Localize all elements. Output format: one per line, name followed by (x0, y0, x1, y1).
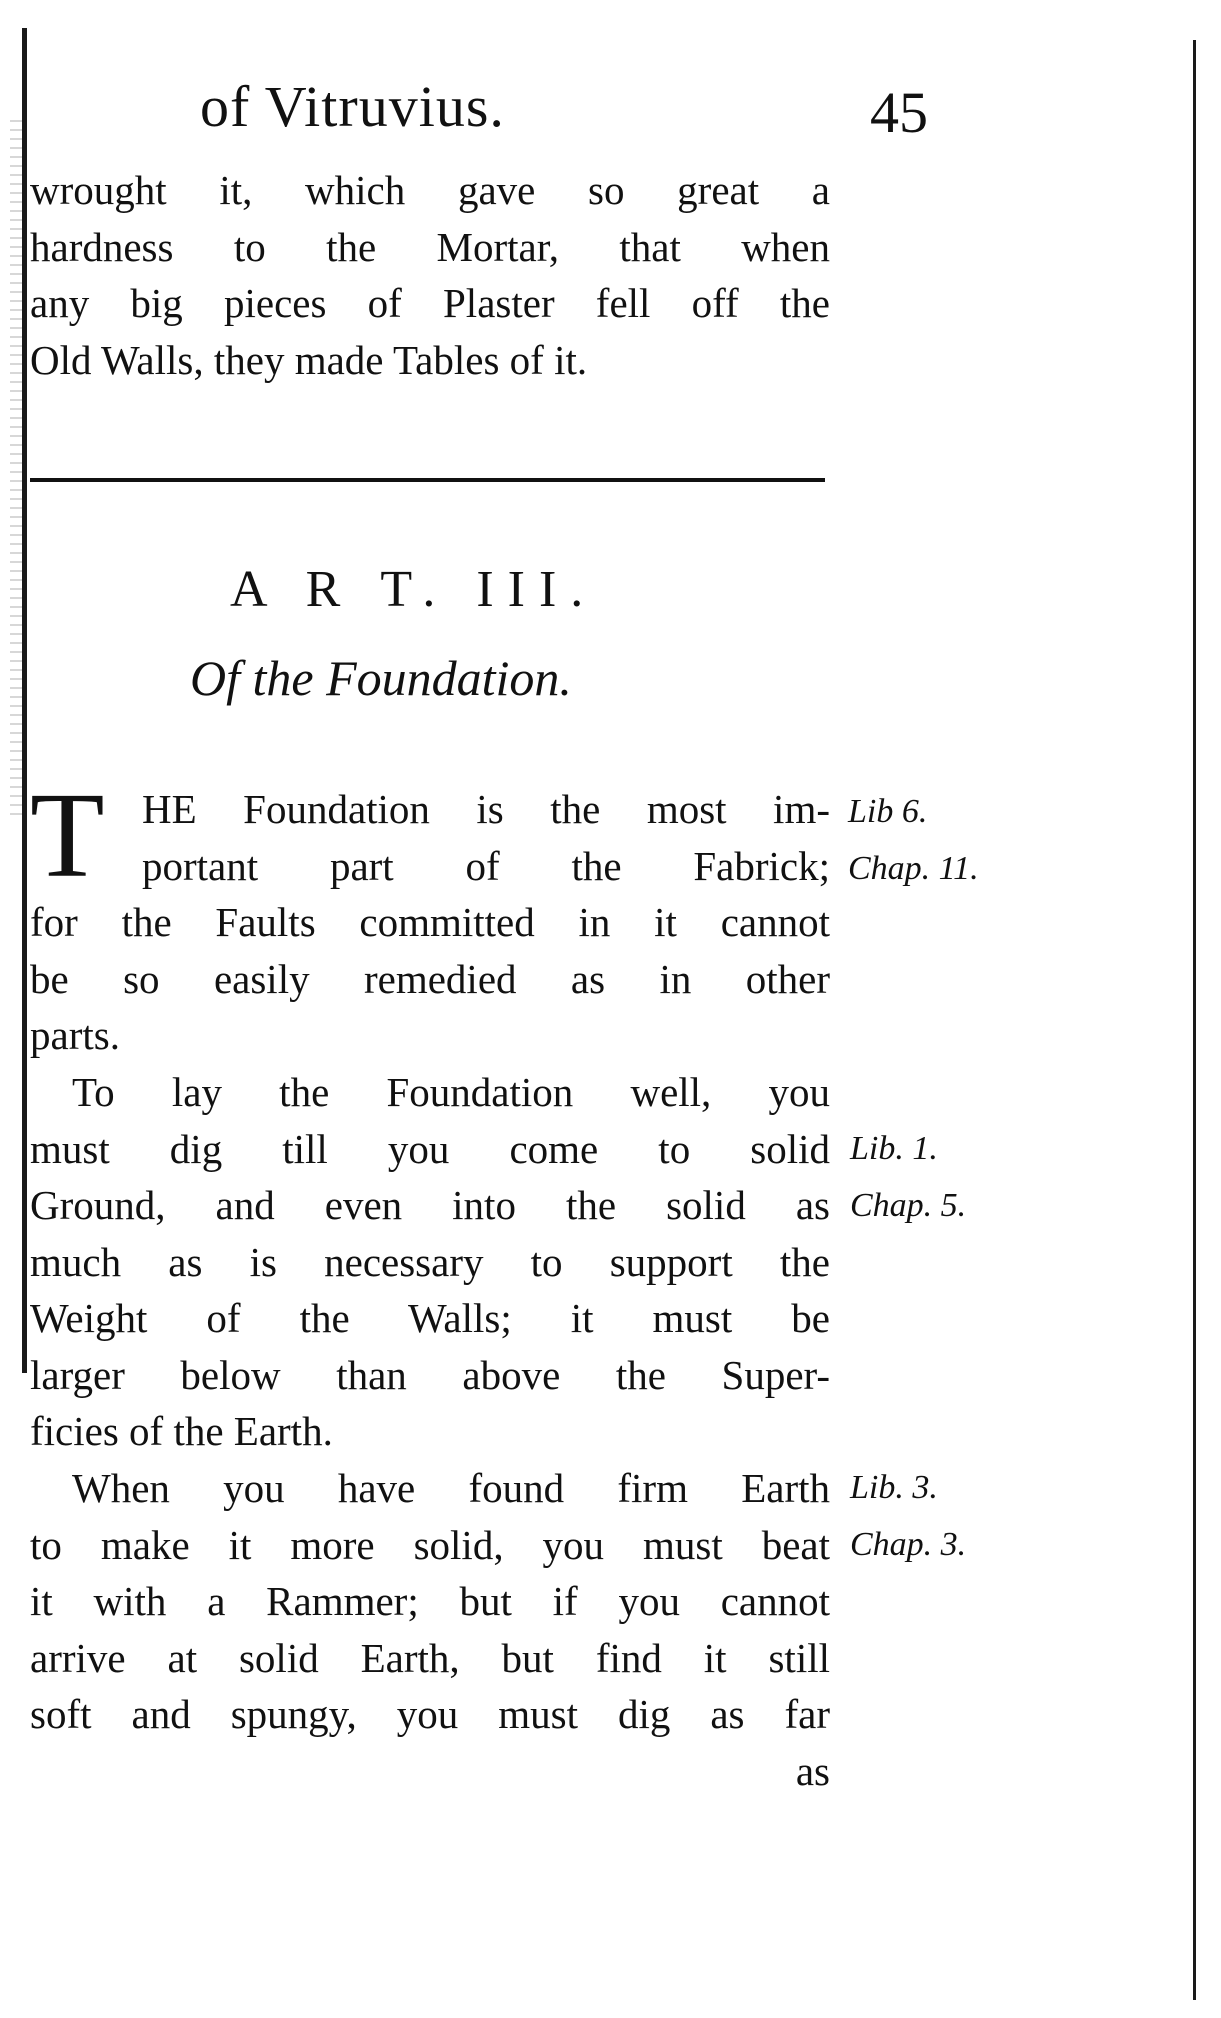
text-line: it with a Rammer; but if you cannot (30, 1578, 830, 1624)
running-title: of Vitruvius. (200, 74, 505, 139)
margin-note (850, 1460, 966, 1573)
text-line: To lay the Foundation well, you (72, 1069, 830, 1115)
margin-note-lib: Lib. 1. (850, 1130, 938, 1167)
page-edge-rule (1193, 40, 1196, 2000)
article-subtitle: Of the Foundation. (190, 650, 572, 706)
margin-note (850, 1121, 966, 1234)
running-head (30, 72, 960, 162)
catchword: as (795, 1747, 830, 1794)
text-line: arrive at solid Earth, but find it still (30, 1634, 830, 1681)
text-line: parts. (30, 1012, 120, 1058)
text-line: much as is necessary to support the (30, 1238, 830, 1285)
binding-edge-rule (22, 28, 27, 1373)
paragraph-firm-earth (30, 1460, 830, 1799)
text-line: larger below than above the Super- (30, 1351, 830, 1398)
margin-note-chap: Chap. 11. (848, 849, 979, 887)
text-line: hardness to the Mortar, that when (30, 223, 830, 270)
text-line: soft and spungy, you must dig as far (30, 1691, 830, 1737)
text-line: to make it more solid, you must beat (30, 1521, 830, 1568)
article-heading: A R T. III. (230, 561, 598, 618)
text-line: for the Faults committed in it cannot (30, 899, 830, 945)
text-line: be so easily remedied as in other (30, 955, 830, 1002)
continued-paragraph (30, 162, 830, 388)
margin-note-chap: Chap. 5. (850, 1186, 967, 1224)
text-line: must dig till you come to solid (30, 1125, 830, 1172)
text-line: portant part of the Fabrick; (142, 842, 830, 889)
text-line: wrought it, which gave so great a (30, 167, 830, 213)
text-line: Ground, and even into the solid as (30, 1182, 830, 1228)
drop-cap: T (30, 768, 105, 903)
text-line: Weight of the Walls; it must be (30, 1295, 830, 1341)
margin-note-chap: Chap. 3. (850, 1525, 967, 1563)
text-line: Old Walls, they made Tables of it. (30, 336, 588, 383)
text-line: When you have found firm Earth (72, 1465, 830, 1511)
text-line: HE Foundation is the most im- (142, 786, 830, 832)
margin-note-lib: Lib. 3. (850, 1469, 938, 1506)
text-line: ficies of the Earth. (30, 1408, 333, 1454)
section-divider (30, 478, 825, 482)
page-number: 45 (870, 80, 928, 145)
paragraph-foundation-importance (30, 768, 830, 1064)
paragraph-laying-foundation (30, 1064, 830, 1460)
margin-note (848, 784, 979, 897)
text-line: any big pieces of Plaster fell off the (30, 280, 830, 326)
margin-note-lib: Lib 6. (848, 793, 928, 830)
